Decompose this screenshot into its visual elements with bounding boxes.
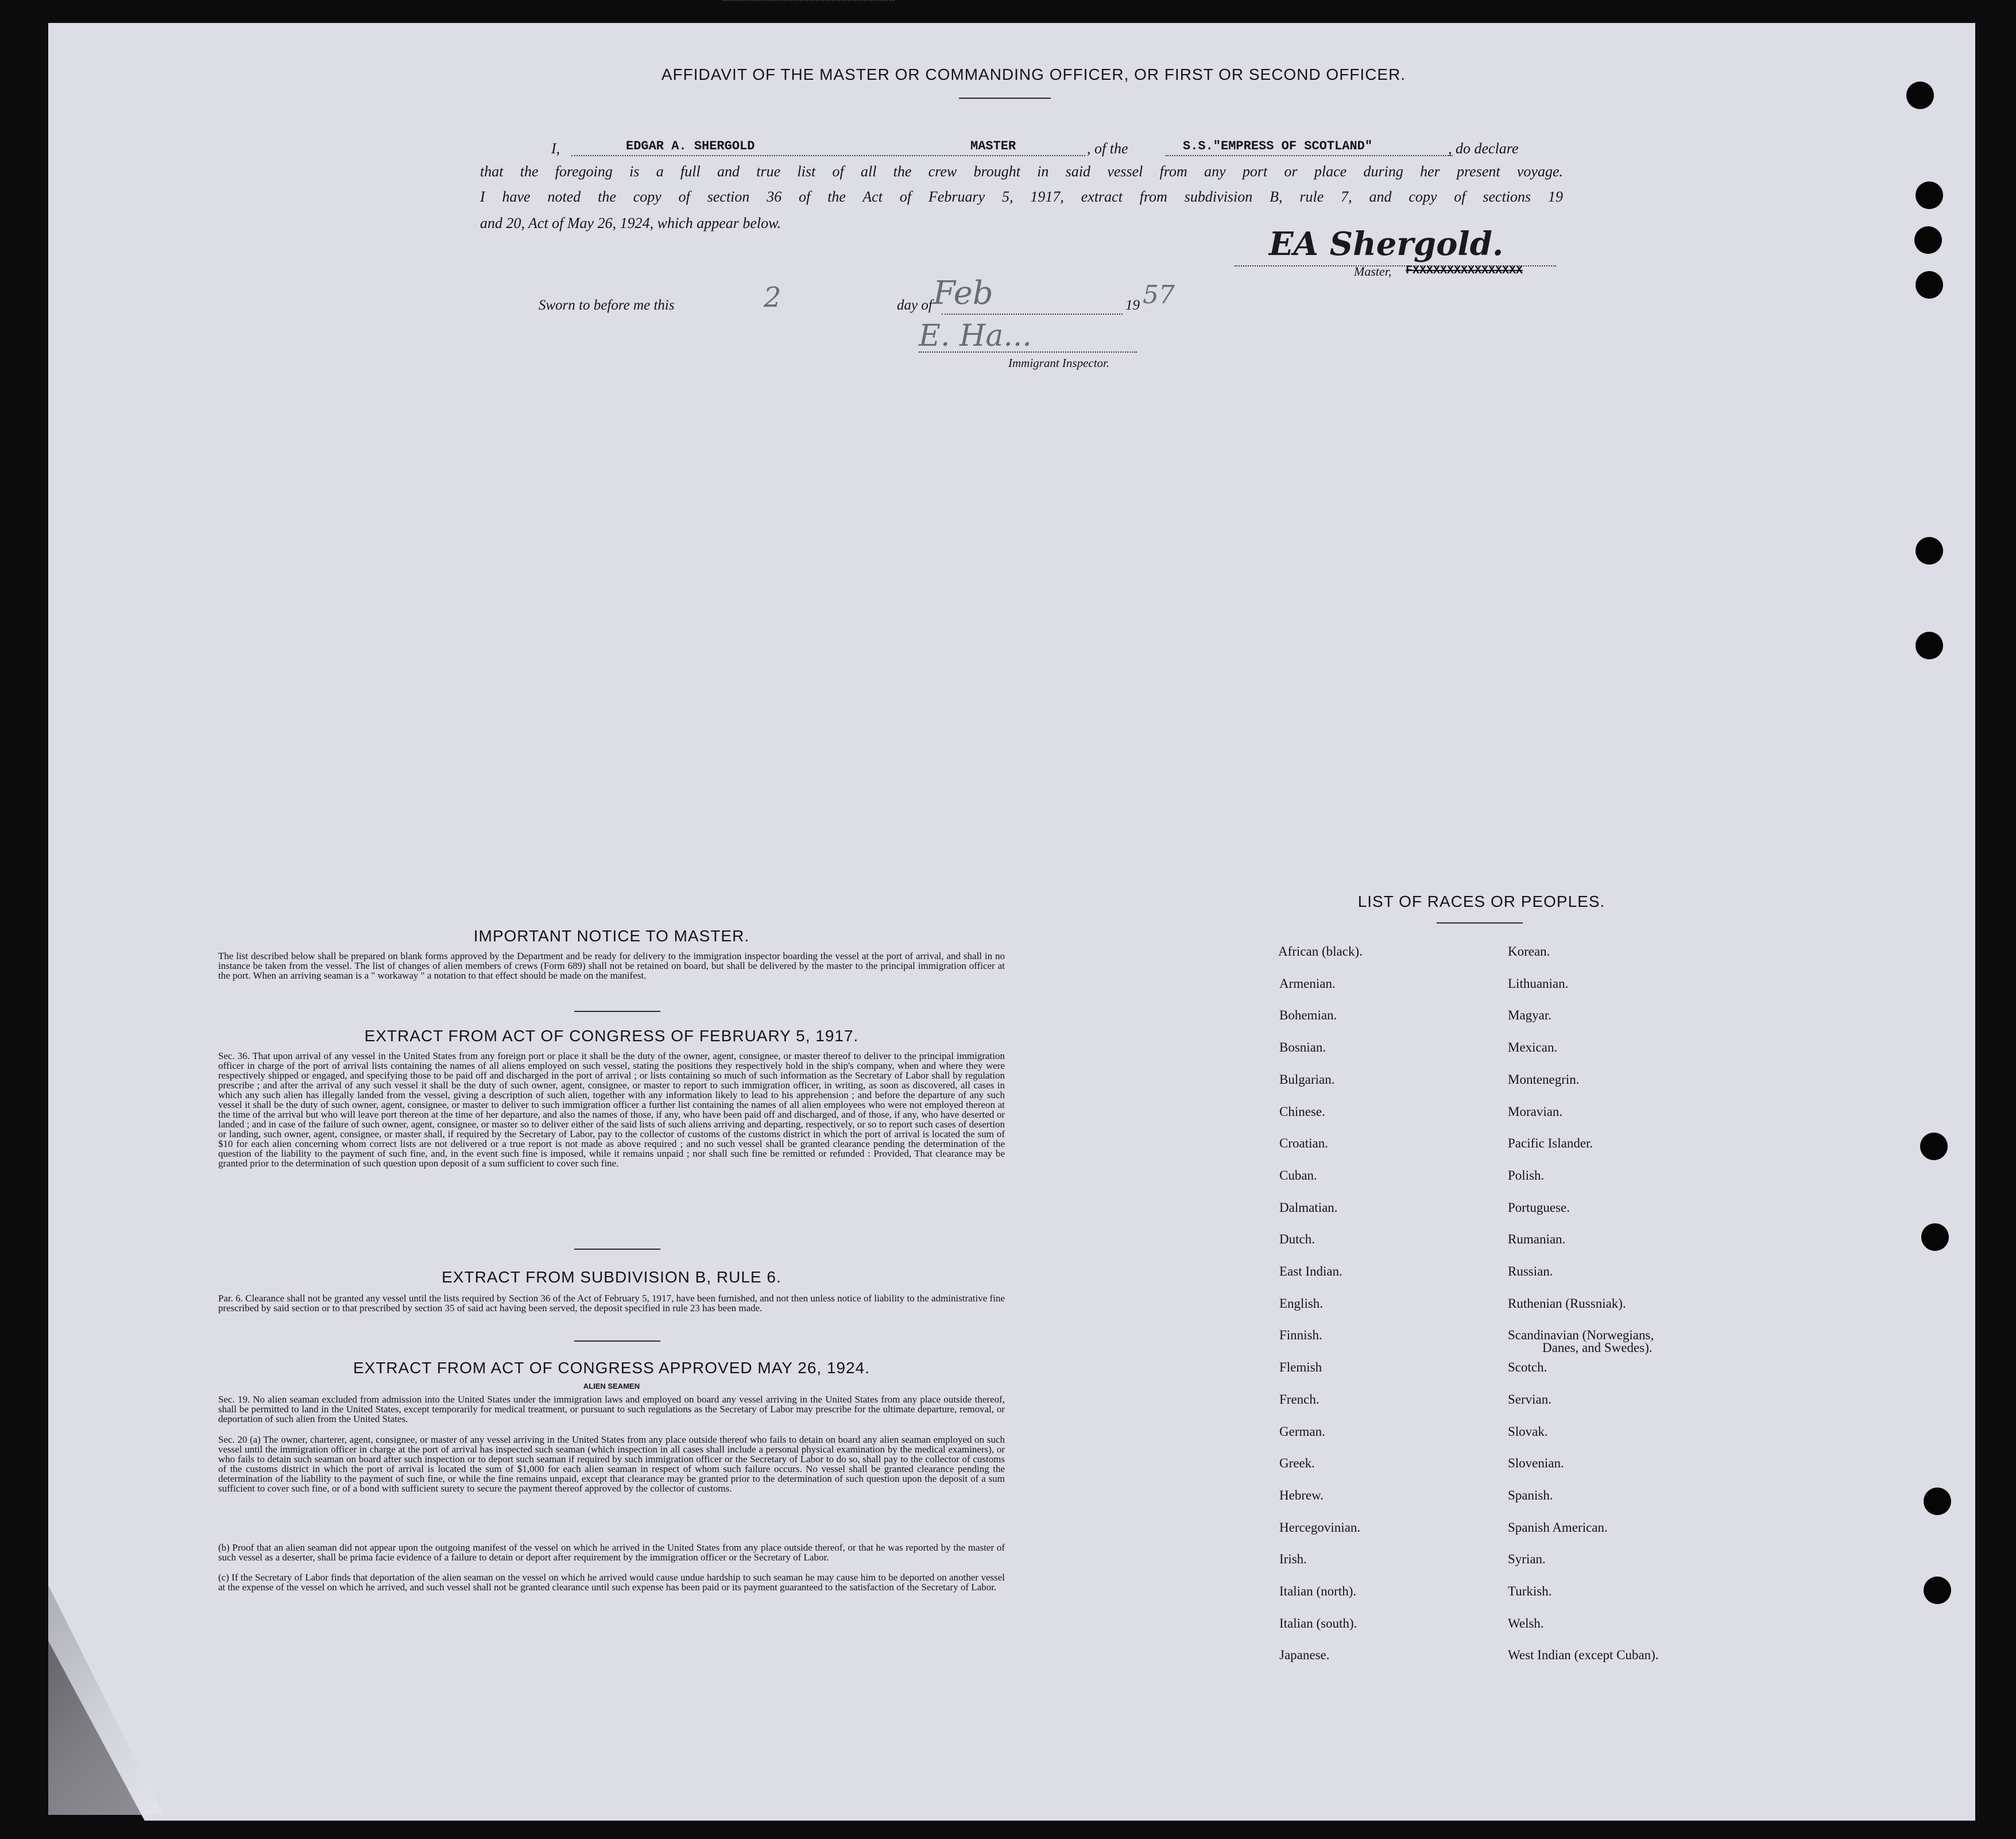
race-item: Servian. xyxy=(1508,1392,1552,1407)
inspector-label: Immigrant Inspector. xyxy=(1008,356,1110,370)
race-item: Croatian. xyxy=(1279,1136,1328,1150)
race-item: Bulgarian. xyxy=(1279,1072,1335,1087)
race-item: Greek. xyxy=(1279,1456,1315,1470)
year-suffix: 57 xyxy=(1143,280,1175,310)
race-item: Korean. xyxy=(1508,944,1550,959)
race-item: Welsh. xyxy=(1508,1616,1544,1631)
affidavit-line-3: I have noted the copy of section 36 of the Act of February 5, 1917, extract from subdivision B, rule 7, and copy of sections 19 xyxy=(480,188,1563,205)
race-item: Slovak. xyxy=(1508,1424,1548,1439)
punch-hole xyxy=(1924,1488,1951,1515)
sworn-label: Sworn to before me this xyxy=(539,298,675,313)
race-item: Finnish. xyxy=(1279,1328,1322,1342)
punch-hole xyxy=(1924,1577,1951,1604)
races-title: LIST OF RACES OR PEOPLES. xyxy=(1357,893,1605,910)
notice-body: The list described below shall be prepared on blank forms approved by the Department and be ready for delivery to the immigration inspector boarding the vessel at the port of arrival, and shall in no instance be taken from the vessel. The list of changes of alien members of crews (Form 689) shall not be retained on board, but shall be delivered by the master to the principal immigration officer at the port. When an arriving seaman is a " workaway " a notation to that effect should be made on the manifest. xyxy=(218,951,1005,981)
inspector-line xyxy=(919,351,1137,353)
extract-1917-title: EXTRACT FROM ACT OF CONGRESS OF FEBRUARY 5, 1917. xyxy=(364,1027,859,1045)
race-item: Pacific Islander. xyxy=(1508,1136,1593,1150)
name-line xyxy=(571,155,1085,156)
race-item: Scotch. xyxy=(1508,1360,1547,1374)
title-underline xyxy=(959,98,1051,99)
of-the-label: , of the xyxy=(1087,140,1128,157)
race-item: Italian (north). xyxy=(1279,1584,1357,1598)
sec20c-body: (c) If the Secretary of Labor finds that deportation of the alien seaman on the vessel on which he arrived would cause undue hardship to such seaman he may cause him to be deported on another vessel at the expense of the vessel on which he arrived, and such vessel shall not be granted clearance until such expense has been paid or its payment guaranteed to the satisfaction of the Secretary of Labor. xyxy=(218,1572,1005,1593)
sworn-day-line xyxy=(722,0,895,1)
punch-hole xyxy=(1921,1223,1949,1251)
affidavit-i: I, xyxy=(551,140,560,157)
affidavit-line-2: that the foregoing is a full and true list of all the crew brought in said vessel from any port or place during her present voyage. xyxy=(480,163,1563,180)
race-item: Polish. xyxy=(1508,1168,1545,1183)
subdivision-b-divider xyxy=(574,1340,660,1342)
notice-title: IMPORTANT NOTICE TO MASTER. xyxy=(473,927,750,945)
race-item: German. xyxy=(1279,1424,1325,1439)
race-item: African (black). xyxy=(1278,944,1363,959)
race-item: Turkish. xyxy=(1508,1584,1552,1598)
vessel-line xyxy=(1166,155,1453,156)
extract-1917-divider xyxy=(574,1249,660,1250)
vessel-name: S.S."EMPRESS OF SCOTLAND" xyxy=(1183,139,1373,153)
race-item: Flemish xyxy=(1279,1360,1322,1374)
sworn-month: Feb xyxy=(933,275,993,312)
race-item: Magyar. xyxy=(1508,1008,1552,1022)
year-prefix: 19 xyxy=(1125,298,1140,313)
race-item: Rumanian. xyxy=(1508,1232,1566,1246)
race-item: French. xyxy=(1279,1392,1320,1407)
sec20b-body: (b) Proof that an alien seaman did not appear upon the outgoing manifest of the vessel on which he arrived in the United States from any place outside thereof, or that he was reported by the master of such vessel as a deserter, shall be prima facie evidence of a failure to detain or deport after requirement by the immigration officer or the Secretary of Labor. xyxy=(218,1542,1005,1563)
race-item: Scandinavian (Norwegians, xyxy=(1508,1328,1654,1342)
punch-hole xyxy=(1920,1133,1948,1160)
race-item: Mexican. xyxy=(1508,1040,1558,1054)
extract-1917-body: Sec. 36. That upon arrival of any vessel in the United States from any foreign port or place it shall be the duty of the owner, agent, consignee, or master thereof to deliver to the principal immigration officer in charge of the port of arrival lists containing the names of all aliens employed on such vessel, stating the positions they respectively hold in the ship's company, when and where they were respectively shipped or engaged, and specifying those to be paid off and discharged in the port of arrival ; or lists containing so much of such information as the Secretary of Labor shall by regulation prescribe ; and after the arrival of any such vessel it shall be the duty of such owner, agent, consignee, or master to report to such immigration officer, in writing, as soon as discovered, all cases in which any such alien has illegally landed from the vessel, giving a description of such alien, together with any information likely to lead to his apprehension ; and before the departure of any such vessel it shall be the duty of such owner, agent, consignee, or master to deliver to such immigration officer a further list containing the names of all alien employees who were not employed thereon at the time of the arrival but who will leave port thereon at the time of her departure, and also the names of those, if any, who have been paid off and discharged, and of those, if any, who have deserted or landed ; and in case of the failure of such owner, agent, consignee, or master so to deliver either of the said lists of such aliens arriving and departing, respectively, or so to report such cases of desertion or landing, such owner, agent, consignee, or master shall, if required by the Secretary of Labor, pay to the collector of customs of the customs district in which the port of arrival is located the sum of $10 for each alien concerning whom correct lists are not delivered or a true report is not made as above required ; and no such vessel shall be granted clearance pending the determination of the question of the liability to the payment of such fine, and, in the event such fine is imposed, while it remains unpaid ; nor shall such fine be remitted or refunded : Provided, That clearance may be granted prior to the determination of such question upon deposit of a sum sufficient to cover such fine. xyxy=(218,1050,1005,1169)
race-item: Spanish American. xyxy=(1508,1520,1608,1535)
punch-hole xyxy=(1916,632,1943,659)
race-item: Lithuanian. xyxy=(1508,976,1569,991)
race-item: Syrian. xyxy=(1508,1552,1546,1566)
punch-hole xyxy=(1916,271,1943,299)
notice-divider xyxy=(574,1011,660,1012)
punch-hole xyxy=(1914,226,1942,254)
race-item: Portuguese. xyxy=(1508,1200,1570,1215)
race-item: Bosnian. xyxy=(1279,1040,1326,1054)
master-name: EDGAR A. SHERGOLD xyxy=(626,139,755,153)
race-item: Dutch. xyxy=(1279,1232,1315,1246)
alien-seamen-subtitle: ALIEN SEAMEN xyxy=(583,1382,640,1390)
race-item: Bohemian. xyxy=(1279,1008,1337,1022)
subdivision-b-body: Par. 6. Clearance shall not be granted any vessel until the lists required by Section 36 of the Act of February 5, 1917, have been furnished, and not then unless notice of liability to the administrative fine prescribed by said section or to that prescribed by section 35 of said act having been served, the deposit specified in rule 23 has been made. xyxy=(218,1293,1005,1313)
affidavit-title: AFFIDAVIT OF THE MASTER OR COMMANDING OFFICER, OR FIRST OR SECOND OFFICER. xyxy=(661,65,1406,83)
race-item: Irish. xyxy=(1279,1552,1307,1566)
race-item: Montenegrin. xyxy=(1508,1072,1580,1087)
race-item: Armenian. xyxy=(1279,976,1336,991)
race-item: English. xyxy=(1279,1296,1324,1311)
sec20a-body: Sec. 20 (a) The owner, charterer, agent, consignee, or master of any vessel arriving in the United States from any place outside thereof who fails to detain on board any alien seaman employed on such vessel until the immigration officer in charge at the port of arrival has inspected such seaman (which inspection in all cases shall include a personal physical examination by the medical examiners), or who fails to detain such seaman on board after such inspection or to deport such seaman if required by such immigration officer or the Secretary of Labor to do so, shall pay to the collector of customs of the customs district in which the port of arrival is located the sum of $1,000 for each alien seaman in respect of whom such failure occurs. No vessel shall be granted clearance pending the determination of the liability to the payment of such fine, or while the fine remains unpaid, except that clearance may be granted prior to the determination of such question upon the deposit of a sum sufficient to cover such fine, or of a bond with sufficient surety to secure the payment thereof approved by the collector of customs. xyxy=(218,1434,1005,1494)
master-rank: MASTER xyxy=(970,139,1016,153)
race-item: Dalmatian. xyxy=(1279,1200,1338,1215)
race-item: Hercegovinian. xyxy=(1279,1520,1361,1535)
race-item: West Indian (except Cuban). xyxy=(1508,1648,1659,1662)
race-item: Japanese. xyxy=(1279,1648,1330,1662)
race-item: Slovenian. xyxy=(1508,1456,1564,1470)
race-item: Moravian. xyxy=(1508,1104,1563,1119)
inspector-signature: E. Ha... xyxy=(919,319,1032,353)
race-item: Italian (south). xyxy=(1279,1616,1357,1631)
punch-hole xyxy=(1916,181,1943,209)
race-right-continuation: Danes, and Swedes). xyxy=(1542,1340,1653,1355)
race-item: Chinese. xyxy=(1279,1104,1325,1119)
race-item: Russian. xyxy=(1508,1264,1553,1278)
race-item: East Indian. xyxy=(1279,1264,1342,1278)
race-item: Spanish. xyxy=(1508,1488,1553,1502)
master-signature: EA Shergold. xyxy=(1269,225,1504,263)
master-struck-title: FXXXXXXXXXXXXXXXX xyxy=(1406,264,1523,277)
sworn-day: 2 xyxy=(764,281,781,314)
affidavit-line-4: and 20, Act of May 26, 1924, which appear below. xyxy=(480,215,781,231)
punch-hole xyxy=(1906,82,1934,109)
subdivision-b-title: EXTRACT FROM SUBDIVISION B, RULE 6. xyxy=(442,1268,781,1286)
do-declare-label: , do declare xyxy=(1448,140,1519,157)
punch-hole xyxy=(1916,537,1943,565)
sworn-month-line xyxy=(942,314,1123,315)
sec19-body: Sec. 19. No alien seaman excluded from admission into the United States under the immigration laws and employed on board any vessel arriving in the United States from any place outside thereof, shall be permitted to land in the United States, except temporarily for medical treatment, or pursuant to such regulations as the Secretary of Labor may prescribe for the ultimate departure, removal, or deportation of such alien from the United States. xyxy=(218,1394,1005,1424)
day-of-label: day of xyxy=(897,298,932,313)
race-item: Ruthenian (Russniak). xyxy=(1508,1296,1626,1311)
race-item: Hebrew. xyxy=(1279,1488,1324,1502)
master-label: Master, xyxy=(1354,264,1392,279)
race-item: Cuban. xyxy=(1279,1168,1317,1183)
races-underline xyxy=(1437,922,1523,924)
extract-1924-title: EXTRACT FROM ACT OF CONGRESS APPROVED MAY 26, 1924. xyxy=(353,1359,870,1377)
